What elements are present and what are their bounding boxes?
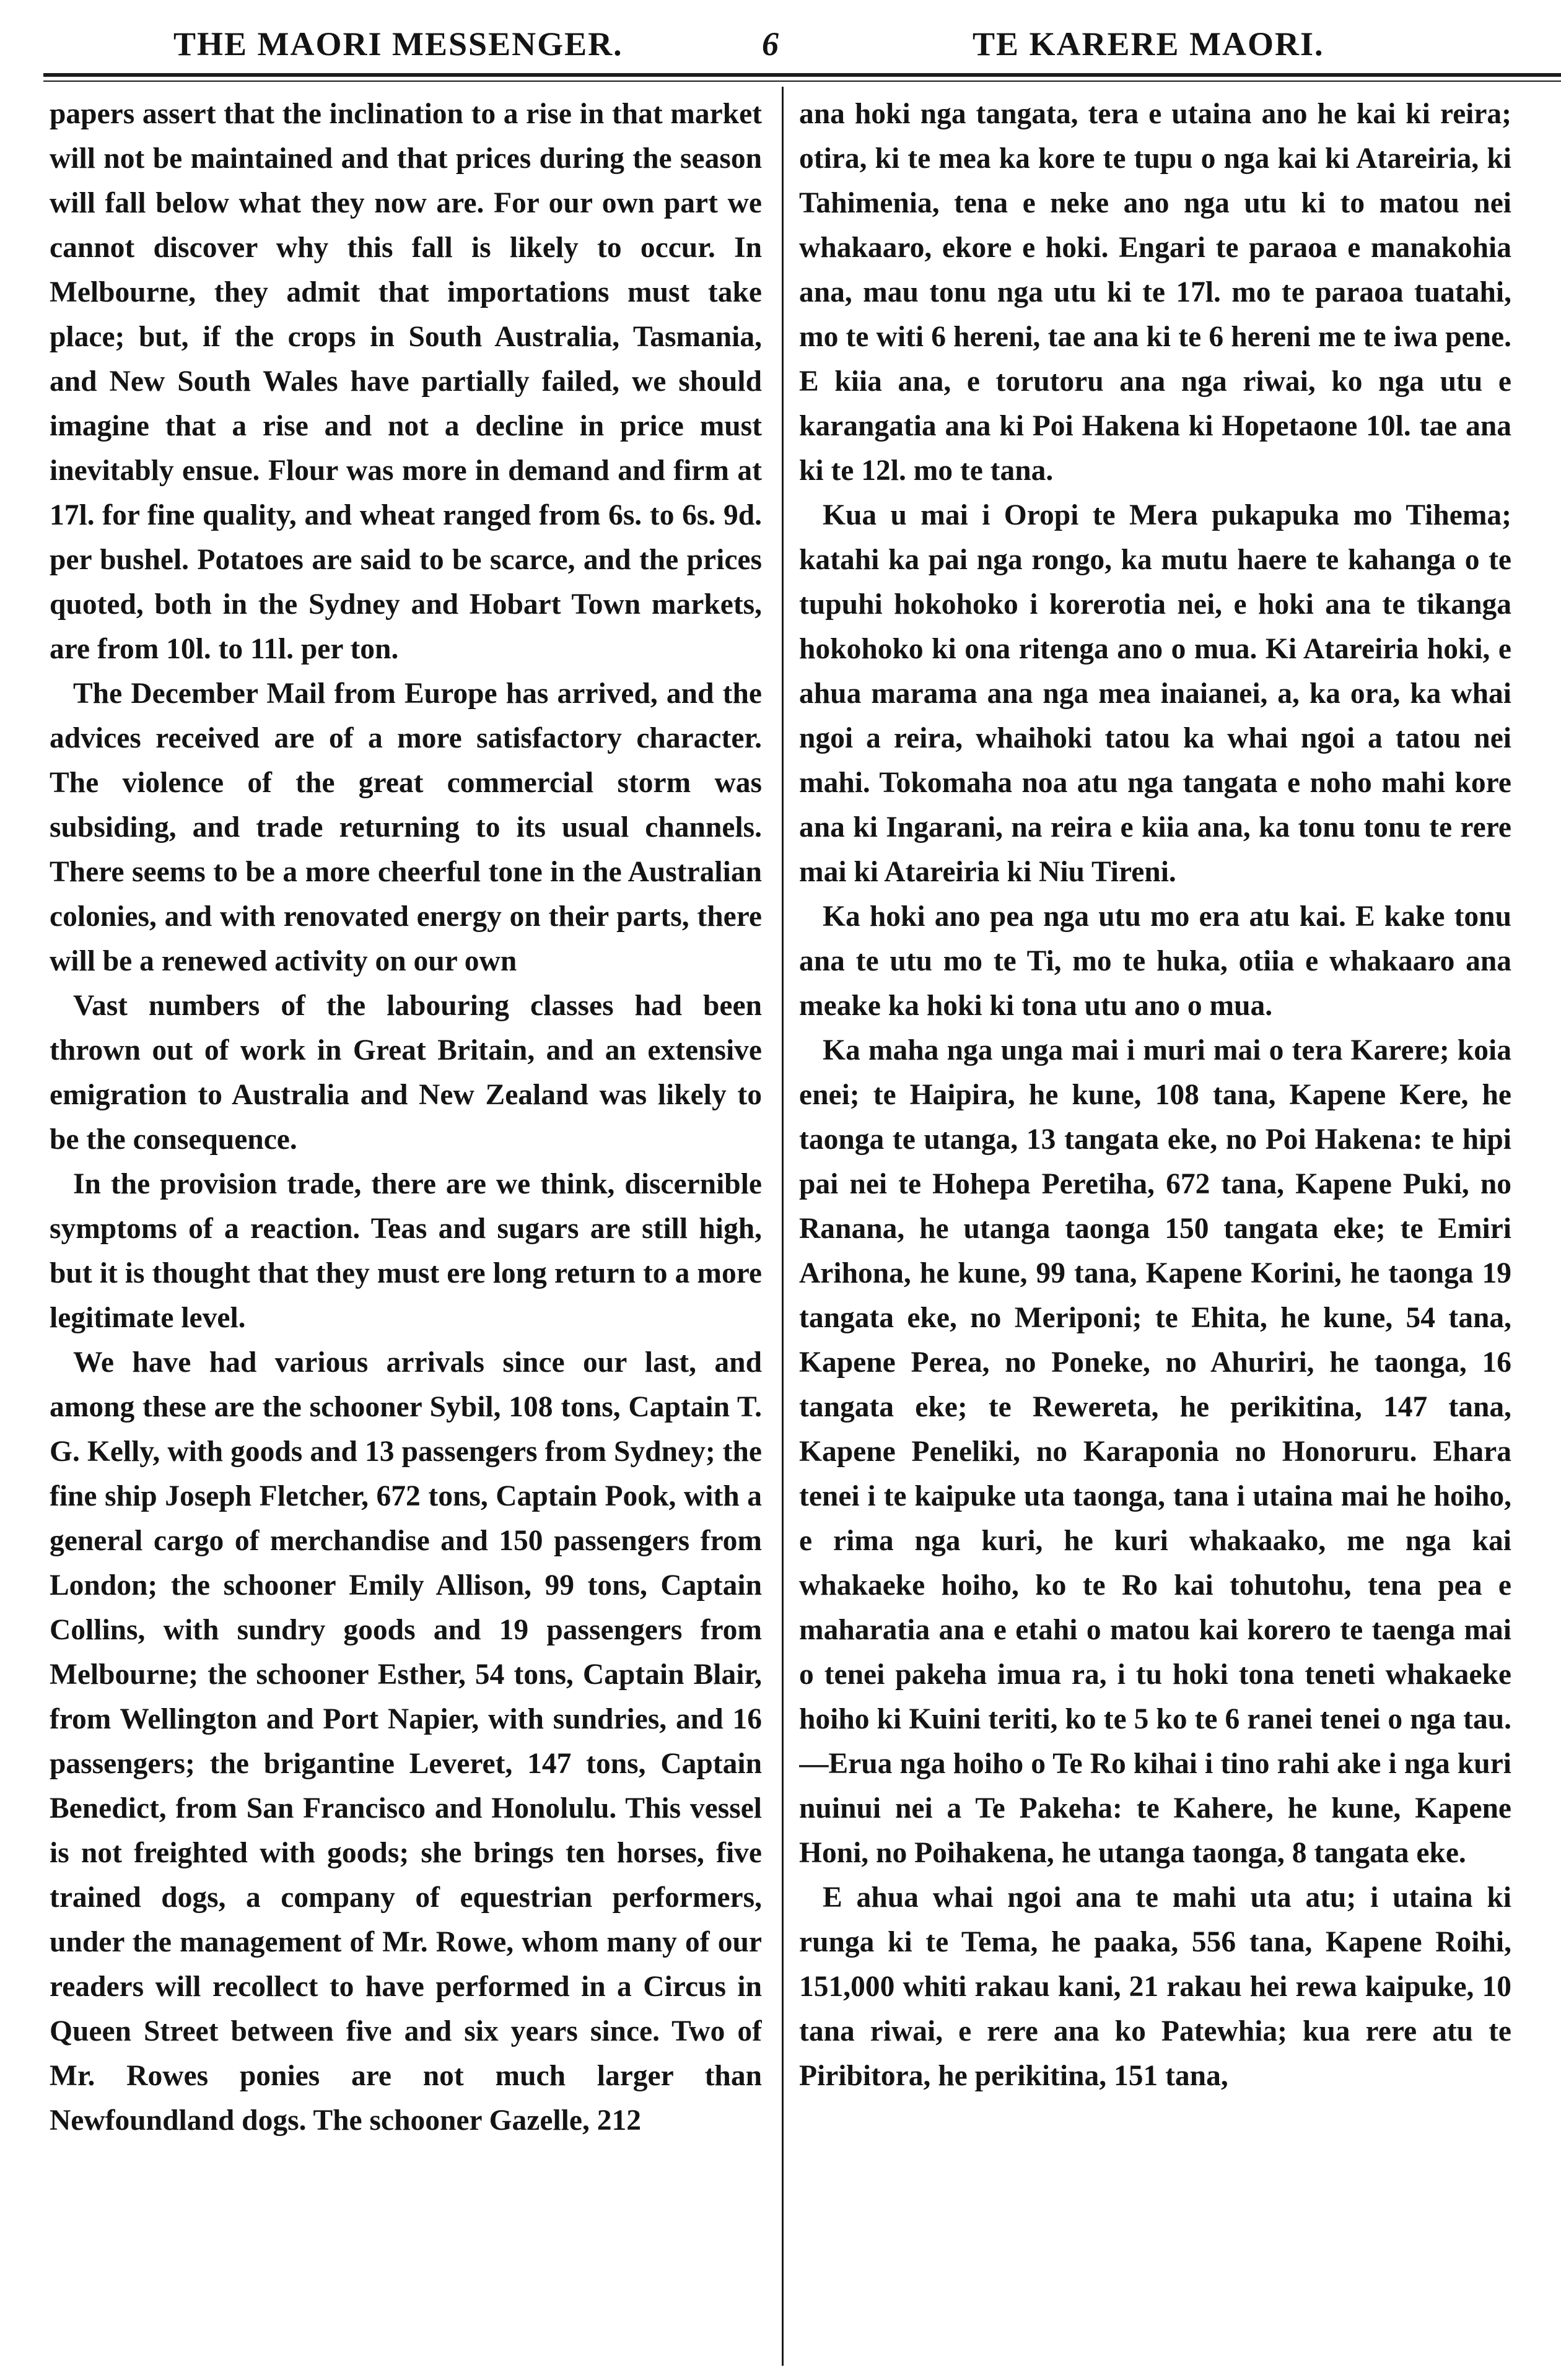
maori-column [799,92,1511,2371]
paragraph-december-mail: The December Mail from Europe has arrived, and the advices received are of a more satisfactory character. The violence of the great commercial storm was subsiding, and trade returning to its usual channels. There seems to be a more cheerful tone in the Australian colonies, and with renovated energy on their parts, there will be a renewed activity on our own [50,678,762,977]
header-rule [43,73,1561,77]
paragraph-mera-pukapuka: Kua u mai i Oropi te Mera pukapuka mo Tihema; katahi ka pai nga rongo, ka mutu haere te kahanga o te tupuhi hokohoko i korerotia nei, e hoki ana te tikanga hokohoko ki ona ritenga ano o mua. Ki Atareiria hoki, e ahua marama ana nga mea inaianei, a, ka ora, ka whai ngoi a reira, whaihoki tatou ka whai ngoi a tatou nei mahi. Tokomaha noa atu nga tangata e noho mahi kore ana ki Ingarani, na reira e kiia ana, ka tonu tonu te rere mai ki Atareiria ki Niu Tireni. [799,499,1511,888]
paragraph-markets: papers assert that the inclination to a rise in that market will not be maintained and that prices during the season will fall below what they now are. For our own part we cannot discover why this fall is likely to occur. In Melbourne, they admit that importations must take place; but, if the crops in South Australia, Tasmania, and New South Wales have partially failed, we should imagine that a rise and not a decline in price must inevitably ensue. Flour was more in demand and firm at 17l. for fine quality, and wheat ranged from 6s. to 6s. 9d. per bushel. Potatoes are said to be scarce, and the prices quoted, both in the Sydney and Hobart Town markets, are from 10l. to 11l. per ton. [50,98,762,665]
paragraph-unga-mai: Ka maha nga unga mai i muri mai o tera Karere; koia enei; te Haipira, he kune, 108 tana, Kapene Kere, he taonga te utanga, 13 tangata eke, no Poi Hakena: te hipi pai nei te Hohepa Peretiha, 672 tana, Kapene Puki, no Ranana, he utanga taonga 150 tangata eke; te Emiri Arihona, he kune, 99 tana, Kapene Korini, he taonga 19 tangata eke, no Meriponi; te Ehita, he kune, 54 tana, Kapene Perea, no Poneke, no Ahuriri, he taonga, 16 tangata eke; te Rewereta, he perikitina, 147 tana, Kapene Peneliki, no Karaponia no Honoruru. Ehara tenei i te kaipuke uta taonga, tana i utaina mai he hoiho, e rima nga kuri, he kuri whakaako, me nga kai whakaeke hoiho, ko te Ro kai tohutohu, tena pea e maharatia ana e etahi o matou kai korero te taenga mai o tenei pakeha imua ra, i tu hoki tona teneti whakaeke hoiho ki Kuini teriti, ko te 5 ko te 6 ranei tenei o nga tau.—Erua nga hoiho o Te Ro kihai i tino rahi ake i nga kuri nuinui nei a Te Pakeha: te Kahere, he kune, Kapene Honi, no Poihakena, he utanga taonga, 8 tangata eke. [799,1034,1511,1869]
header-rule-thin [43,81,1561,82]
paragraph-utu-kai: Ka hoki ano pea nga utu mo era atu kai. E kake tonu ana te utu mo te Ti, mo te huka, otiia e whakaaro ana meake ka hoki ki tona utu ano o mua. [799,900,1511,1022]
masthead [43,17,1530,72]
paragraph-utaina-kai: ana hoki nga tangata, tera e utaina ano he kai ki reira; otira, ki te mea ka kore te tupu o nga kai ki Atareiria, ki Tahimenia, tena e neke ano nga utu ki to matou nei whakaaro, ekore e hoki. Engari te paraoa e manakohia ana, mau tonu nga utu ki te 17l. mo te paraoa tuatahi, mo te witi 6 hereni, tae ana ki te 6 hereni me te iwa pene. E kiia ana, e torutoru ana nga riwai, ko nga utu e karangatia ana ki Poi Hakena ki Hopetaone 10l. tae ana ki te 12l. mo te tana. [799,98,1511,487]
paragraph-mahi-uta: E ahua whai ngoi ana te mahi uta atu; i utaina ki runga ki te Tema, he paaka, 556 tana, Kapene Roihi, 151,000 whiti rakau kani, 21 rakau hei rewa kaipuke, 10 tana riwai, e rere ana ko Patewhia; kua rere atu te Piribitora, he perikitina, 151 tana, [799,1881,1511,2092]
english-column [50,92,762,2371]
paragraph-arrivals: We have had various arrivals since our last, and among these are the schooner Sybil, 108 tons, Captain T. G. Kelly, with goods and 13 passengers from Sydney; the fine ship Joseph Fletcher, 672 tons, Captain Pook, with a general cargo of merchandise and 150 passengers from London; the schooner Emily Allison, 99 tons, Captain Collins, with sundry goods and 19 passengers from Melbourne; the schooner Esther, 54 tons, Captain Blair, from Wellington and Port Napier, with sundries, and 16 passengers; the brigantine Leveret, 147 tons, Captain Benedict, from San Francisco and Honolulu. This vessel is not freighted with goods; she brings ten horses, five trained dogs, a company of equestrian performers, under the management of Mr. Rowe, whom many of our readers will recollect to have performed in a Circus in Queen Street between five and six years since. Two of Mr. Rowes ponies are not much larger than Newfoundland dogs. The schooner Gazelle, 212 [50,1346,762,2137]
masthead-title-maori: TE KARERE MAORI. [973,25,1324,63]
paragraph-labouring-classes: Vast numbers of the labouring classes had been thrown out of work in Great Britain, and an extensive emigration to Australia and New Zealand was likely to be the consequence. [50,990,762,1156]
masthead-title-english: THE MAORI MESSENGER. [173,25,623,63]
column-divider [782,87,784,2366]
page-number: 6 [762,25,780,63]
paragraph-provision-trade: In the provision trade, there are we think, discernible symptoms of a reaction. Teas and sugars are still high, but it is thought that they must ere long return to a more legitimate level. [50,1168,762,1334]
